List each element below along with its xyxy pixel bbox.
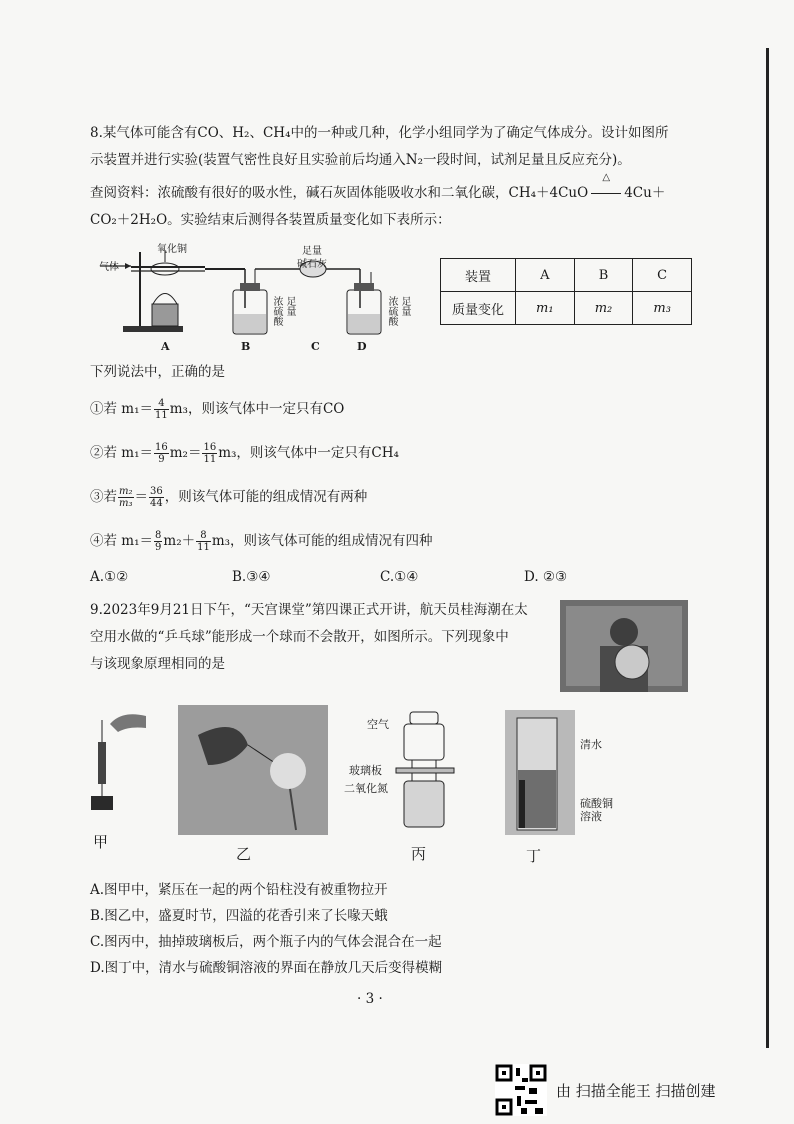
figure-yi-moth-flower [178, 705, 328, 835]
label-water: 清水 [580, 738, 602, 751]
q8-statement-2: ②若 m₁＝ $\frac{16}{9}$ m₂＝ $\frac{16}{11}$ m₃，则该气体中一定只有CH₄ [90, 442, 399, 465]
q9-option-a: A.图甲中，紧压在一起的两个铅柱没有被重物拉开 [90, 882, 388, 898]
label-c: C [311, 340, 320, 353]
water-ball [615, 645, 649, 679]
table-header-cell: B [574, 259, 633, 292]
label-d: D [357, 340, 367, 353]
q9-option-b: B.图乙中，盛夏时节，四溢的花香引来了长喙天蛾 [90, 908, 388, 924]
label-acid-d: 浓硫酸 [386, 296, 397, 326]
mass-change-table [440, 258, 692, 325]
label-acid-b: 浓硫酸 [271, 296, 282, 326]
figure-label-jia: 甲 [93, 833, 109, 851]
label-glass-plate: 玻璃板 [349, 764, 382, 777]
q9-option-c: C.图丙中，抽掉玻璃板后，两个瓶子内的气体会混合在一起 [90, 934, 442, 950]
q8-prompt: 下列说法中，正确的是 [90, 364, 225, 380]
label-soda1: 足量 [302, 246, 322, 257]
q9-line3: 与该现象原理相同的是 [90, 656, 225, 672]
figure-label-yi: 乙 [236, 845, 252, 863]
alcohol-lamp [153, 294, 177, 305]
q8-line2: 示装置并进行实验(装置气密性良好且实验前后均通入N₂一段时间，试剂足量且反应充分)。 [90, 152, 631, 168]
table-cell: m₂ [574, 292, 633, 325]
figure-jia-lead-cylinders [88, 710, 148, 825]
page-edge-line [766, 48, 769, 1048]
astronaut-water-ball-photo [560, 600, 688, 692]
label-acid-d-amt: 足量 [399, 296, 410, 316]
q8-option-b: B.③④ [232, 569, 271, 585]
figure-label-ding: 丁 [526, 847, 542, 865]
q8-line3: 查阅资料：浓硫酸有很好的吸水性，碱石灰固体能吸收水和二氧化碳，CH₄＋4CuO △ 4Cu＋ [90, 172, 666, 201]
label-soda2: 碱石灰 [297, 259, 327, 270]
table-cell: m₃ [633, 292, 692, 325]
q8-statement-1: ①若 m₁＝ $\frac{4}{11}$ m₃，则该气体中一定只有CO [90, 398, 345, 421]
q8-statement-4: ④若 m₁＝ $\frac{8}{9}$ m₂＋ $\frac{8}{11}$ m₃，则该气体可能的组成情况有四种 [90, 530, 433, 553]
q8-option-d: D. ②③ [524, 569, 568, 585]
page-number: · 3 · [357, 991, 383, 1007]
scanner-watermark: 由 扫描全能王 扫描创建 [556, 1082, 716, 1100]
q8-option-c: C.①④ [380, 569, 419, 585]
q8-line4: CO₂＋2H₂O。实验结束后测得各装置质量变化如下表所示： [90, 212, 451, 228]
q9-line2: 空用水做的“乒乓球”能形成一个球而不会散开，如图所示。下列现象中 [90, 629, 509, 645]
label-cuo: 氧化铜 [157, 244, 187, 255]
label-acid-b-amt: 足量 [284, 296, 295, 316]
q9-option-d: D.图丁中，清水与硫酸铜溶液的界面在静放几天后变得模糊 [90, 960, 443, 976]
label-a: A [161, 340, 170, 353]
q8-option-a: A.①② [90, 569, 129, 585]
figure-ding-cylinder [505, 710, 575, 835]
table-header-cell: C [633, 259, 692, 292]
reaction-arrow-line [591, 193, 621, 194]
table-header-cell: 装置 [441, 259, 516, 292]
table-cell: m₁ [516, 292, 575, 325]
table-header-cell: A [516, 259, 575, 292]
delta-symbol: △ [602, 172, 611, 183]
figure-bing-gas-bottles [392, 710, 462, 835]
q9-line1: 9.2023年9月21日下午，“天宫课堂”第四课正式开讲，航天员桂海潮在太 [90, 602, 528, 618]
q8-line1: 8.某气体可能含有CO、H₂、CH₄中的一种或几种，化学小组同学为了确定气体成分。设计如图所 [90, 125, 669, 141]
q8-statement-3: ③若 $\frac{\text{m₂}}{\text{m₃}}$ ＝ $\frac{36}{44}$ ，则该气体可能的组成情况有两种 [90, 486, 368, 509]
figure-label-bing: 丙 [411, 845, 427, 863]
label-air: 空气 [367, 718, 389, 731]
apparatus-diagram [95, 238, 425, 353]
label-cuso4-a: 硫酸铜 [580, 797, 613, 810]
label-gas: 气体 [99, 262, 119, 273]
label-cuso4-b: 溶液 [580, 810, 602, 823]
table-cell: 质量变化 [441, 292, 516, 325]
label-b: B [241, 340, 251, 353]
qr-code-icon [495, 1064, 547, 1116]
label-no2: 二氧化氮 [344, 782, 388, 795]
